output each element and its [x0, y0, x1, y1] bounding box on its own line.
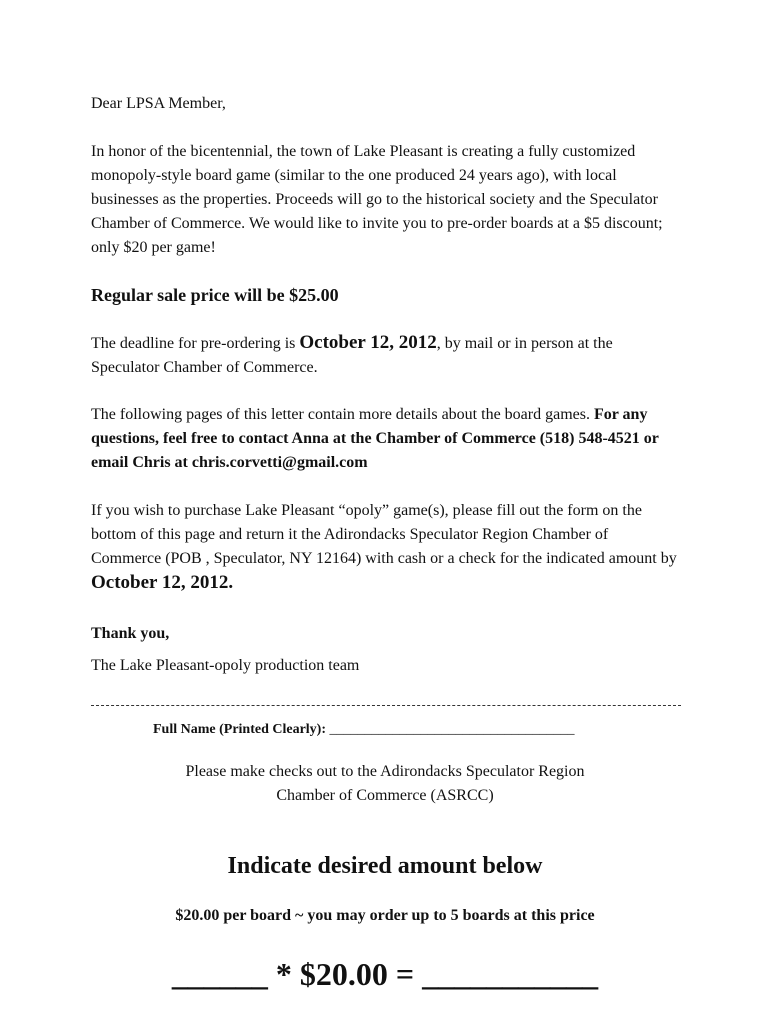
details-plain: The following pages of this letter contain more details about the board games.: [91, 406, 594, 423]
purchase-date: October 12, 2012.: [91, 572, 234, 593]
contact-info: For any questions, feel free to contact Anna at the Chamber of Commerce (518) 548-4521 or email Chris at chris.corvetti@gmail.com: [91, 406, 659, 471]
purchase-text: If you wish to purchase Lake Pleasant “opoly” game(s), please fill out the form on the bottom of this page and return it the Adirondacks Speculator Region Chamber of Commerce (POB , Speculator, NY 12164) with cash or a check for the indicated amount by: [91, 502, 677, 567]
deadline-paragraph: [91, 331, 681, 380]
amount-heading: Indicate desired amount below: [227, 853, 543, 879]
thanks: Thank you,: [91, 625, 170, 642]
intro-paragraph: In honor of the bicentennial, the town of Lake Pleasant is creating a fully customized monopoly-style board game (similar to the one produced 24 years ago), with local businesses as the properties. Proceeds will go to the historical society and the Speculator Chamber of Commerce. We would like to invite you to pre-order boards at a $5 discount; only $20 per game!: [91, 143, 663, 256]
purchase-paragraph: [91, 499, 681, 596]
signature: The Lake Pleasant-opoly production team: [91, 657, 360, 674]
full-name-row: [153, 720, 673, 740]
order-calculation: [0, 952, 770, 996]
checks-line-2: Chamber of Commerce (ASRCC): [276, 787, 494, 804]
deadline-prefix: The deadline for pre-ordering is: [91, 335, 300, 352]
full-name-field[interactable]: ___________________________________: [329, 722, 575, 737]
deadline-date: October 12, 2012: [299, 332, 437, 353]
checks-line-1: Please make checks out to the Adirondacks Speculator Region: [185, 763, 585, 780]
regular-price: Regular sale price will be $25.00: [91, 285, 339, 305]
price-expression: * $20.00 =: [267, 956, 423, 992]
cut-line-divider: [91, 705, 681, 706]
full-name-label: Full Name (Printed Clearly):: [153, 722, 330, 737]
price-note: $20.00 per board ~ you may order up to 5 boards at this price: [175, 907, 595, 924]
greeting: Dear LPSA Member,: [91, 95, 226, 112]
details-paragraph: [91, 403, 681, 475]
total-field[interactable]: ___________: [422, 956, 599, 992]
quantity-field[interactable]: ______: [171, 956, 268, 992]
deadline-suffix: , by mail or in person at the Speculator Chamber of Commerce.: [91, 335, 613, 376]
